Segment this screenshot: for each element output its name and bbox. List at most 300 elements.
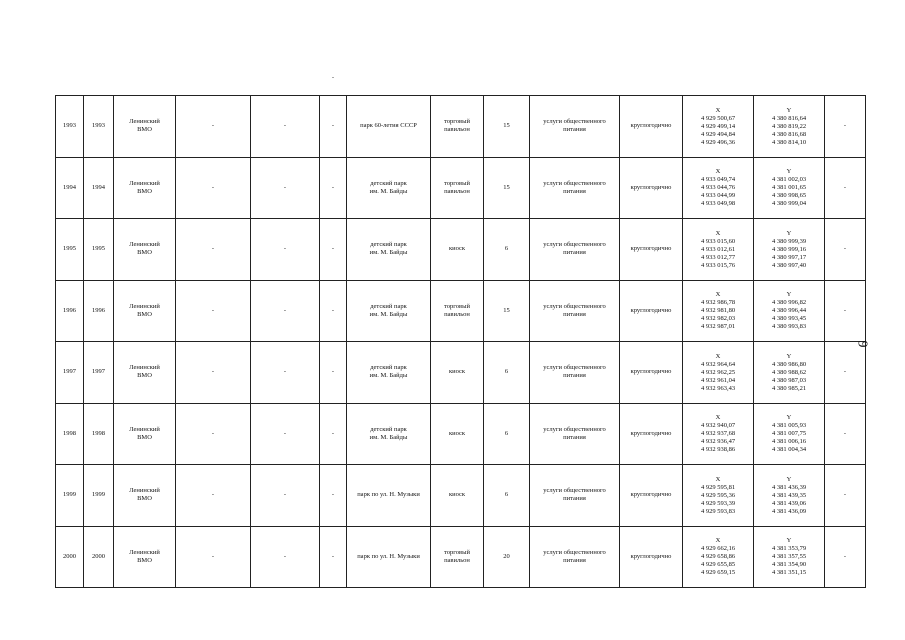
- period-cell-line: круглогодично: [630, 368, 672, 376]
- record-number-duplicate: [84, 157, 114, 219]
- record-number-duplicate-line: 1994: [92, 183, 105, 191]
- empty-cell-2-line: -: [283, 429, 287, 437]
- location-cell: [347, 96, 431, 158]
- coord-x-cell-line: 4 929 595,81: [700, 483, 736, 491]
- location-cell-line: детский парк: [370, 302, 407, 310]
- location-cell-line: им. М. Байды: [369, 433, 408, 441]
- purpose-cell-line: услуги общественного: [543, 302, 606, 310]
- coord-x-cell-line: 4 932 981,80: [700, 307, 736, 315]
- area-cell-line: 6: [504, 368, 509, 376]
- coord-y-cell-line: 4 381 001,65: [771, 184, 807, 192]
- district-cell-line: Ленинский: [129, 241, 160, 249]
- last-cell: [825, 157, 866, 219]
- district-cell-line: ВМО: [137, 249, 152, 257]
- purpose-cell: [530, 219, 620, 281]
- last-cell: [825, 219, 866, 281]
- coord-x-cell-line: 4 932 963,43: [700, 384, 736, 392]
- object-type-cell: [431, 157, 484, 219]
- object-type-cell-line: торговый: [444, 548, 470, 556]
- empty-cell-1-line: -: [211, 122, 215, 130]
- record-number-line: 1994: [63, 183, 76, 191]
- record-number: [56, 465, 84, 527]
- coord-y-cell-line: 4 380 814,10: [771, 138, 807, 146]
- purpose-cell-line: услуги общественного: [543, 241, 606, 249]
- coord-y-cell-line: 4 380 819,22: [771, 122, 807, 130]
- empty-cell-2-line: -: [283, 368, 287, 376]
- location-cell-line: им. М. Байды: [369, 372, 408, 380]
- record-number-duplicate: [84, 96, 114, 158]
- record-number-line: 1998: [63, 429, 76, 437]
- last-cell-line: -: [843, 306, 847, 314]
- record-number-duplicate-line: 1995: [92, 245, 105, 253]
- district-cell: [114, 526, 176, 588]
- table-row: [56, 342, 866, 404]
- coord-x-cell: [683, 96, 754, 158]
- purpose-cell: [530, 342, 620, 404]
- purpose-cell-line: питания: [563, 310, 586, 318]
- coord-y-cell: [754, 403, 825, 465]
- empty-cell-3: [320, 280, 347, 342]
- purpose-cell: [530, 96, 620, 158]
- area-cell-line: 6: [504, 429, 509, 437]
- location-cell-line: им. М. Байды: [369, 310, 408, 318]
- last-cell-line: -: [843, 245, 847, 253]
- record-number: [56, 280, 84, 342]
- district-cell: [114, 157, 176, 219]
- area-cell: [484, 403, 530, 465]
- coord-y-cell-line: 4 380 996,82: [771, 299, 807, 307]
- purpose-cell-line: услуги общественного: [543, 487, 606, 495]
- empty-cell-3: [320, 526, 347, 588]
- coord-y-cell-line: 4 380 997,17: [771, 253, 807, 261]
- empty-cell-3: [320, 342, 347, 404]
- coord-y-cell-line: 4 381 007,75: [771, 430, 807, 438]
- empty-cell-3: [320, 219, 347, 281]
- object-type-cell: [431, 526, 484, 588]
- period-cell: [620, 526, 683, 588]
- coord-y-cell: [754, 342, 825, 404]
- record-number-duplicate: [84, 280, 114, 342]
- empty-cell-3-line: -: [331, 122, 335, 130]
- area-cell: [484, 465, 530, 527]
- coord-x-cell-line: X: [715, 414, 721, 422]
- location-cell-line: парк по ул. Н. Музыки: [357, 552, 420, 560]
- empty-cell-2: [251, 96, 320, 158]
- coord-x-cell-line: 4 929 655,85: [700, 561, 736, 569]
- location-cell-line: детский парк: [370, 425, 407, 433]
- coord-x-cell-line: 4 929 593,39: [700, 499, 736, 507]
- coord-x-cell-line: 4 933 044,76: [700, 184, 736, 192]
- area-cell-line: 6: [504, 245, 509, 253]
- object-type-cell-line: киоск: [448, 245, 466, 253]
- location-cell-line: парк 60-летия СССР: [360, 122, 417, 130]
- last-cell: [825, 403, 866, 465]
- coord-y-cell-line: 4 381 354,90: [771, 561, 807, 569]
- location-cell: [347, 280, 431, 342]
- period-cell: [620, 280, 683, 342]
- object-type-cell: [431, 219, 484, 281]
- coord-x-cell-line: 4 932 987,01: [700, 323, 736, 331]
- area-cell: [484, 219, 530, 281]
- object-type-cell-line: торговый: [444, 179, 470, 187]
- coord-y-cell-line: 4 380 987,03: [771, 376, 807, 384]
- coord-y-cell-line: 4 381 353,79: [771, 545, 807, 553]
- district-cell-line: ВМО: [137, 556, 152, 564]
- coord-y-cell-line: Y: [786, 352, 792, 360]
- area-cell: [484, 96, 530, 158]
- coord-y-cell-line: 4 380 986,80: [771, 360, 807, 368]
- purpose-cell: [530, 280, 620, 342]
- coord-x-cell-line: 4 933 015,60: [700, 237, 736, 245]
- purpose-cell-line: питания: [563, 433, 586, 441]
- empty-cell-3-line: -: [331, 491, 335, 499]
- purpose-cell-line: питания: [563, 372, 586, 380]
- purpose-cell: [530, 157, 620, 219]
- coord-y-cell-line: 4 380 998,65: [771, 192, 807, 200]
- last-cell: [825, 96, 866, 158]
- last-cell-line: -: [843, 368, 847, 376]
- table-row: [56, 96, 866, 158]
- coord-x-cell-line: 4 929 658,86: [700, 553, 736, 561]
- table-row: [56, 157, 866, 219]
- coord-y-cell-line: Y: [786, 414, 792, 422]
- object-type-cell-line: киоск: [448, 368, 466, 376]
- empty-cell-1: [176, 96, 251, 158]
- district-cell-line: ВМО: [137, 495, 152, 503]
- page-number: 9: [854, 340, 870, 348]
- record-number-line: 1999: [63, 491, 76, 499]
- district-cell: [114, 403, 176, 465]
- coord-x-cell: [683, 403, 754, 465]
- empty-cell-3: [320, 96, 347, 158]
- district-cell: [114, 219, 176, 281]
- coord-x-cell-line: 4 929 500,67: [700, 114, 736, 122]
- coord-y-cell-line: 4 381 351,15: [771, 569, 807, 577]
- coord-y-cell: [754, 96, 825, 158]
- record-number-duplicate-line: 1999: [92, 491, 105, 499]
- empty-cell-1: [176, 280, 251, 342]
- table-row: [56, 403, 866, 465]
- period-cell-line: круглогодично: [630, 183, 672, 191]
- coord-x-cell: [683, 280, 754, 342]
- last-cell-line: -: [843, 491, 847, 499]
- empty-cell-3-line: -: [331, 245, 335, 253]
- record-number-duplicate-line: 1998: [92, 429, 105, 437]
- period-cell-line: круглогодично: [630, 122, 672, 130]
- coord-y-cell-line: 4 380 993,45: [771, 315, 807, 323]
- coord-y-cell-line: Y: [786, 291, 792, 299]
- district-cell-line: Ленинский: [129, 302, 160, 310]
- coord-y-cell-line: Y: [786, 106, 792, 114]
- empty-cell-2-line: -: [283, 245, 287, 253]
- coord-y-cell-line: 4 381 006,16: [771, 438, 807, 446]
- coord-y-cell-line: 4 380 988,62: [771, 368, 807, 376]
- coord-x-cell-line: 4 933 015,76: [700, 261, 736, 269]
- coord-x-cell-line: X: [715, 537, 721, 545]
- object-type-cell-line: павильон: [444, 556, 470, 564]
- empty-cell-1: [176, 526, 251, 588]
- district-cell-line: ВМО: [137, 372, 152, 380]
- period-cell-line: круглогодично: [630, 552, 672, 560]
- empty-cell-2-line: -: [283, 122, 287, 130]
- record-number: [56, 526, 84, 588]
- period-cell-line: круглогодично: [630, 429, 672, 437]
- record-number: [56, 157, 84, 219]
- empty-cell-2: [251, 342, 320, 404]
- coord-x-cell: [683, 465, 754, 527]
- coord-y-cell-line: 4 381 357,55: [771, 553, 807, 561]
- empty-cell-1: [176, 403, 251, 465]
- coord-y-cell-line: Y: [786, 537, 792, 545]
- record-number-line: 1996: [63, 306, 76, 314]
- empty-cell-1: [176, 342, 251, 404]
- coord-x-cell-line: X: [715, 475, 721, 483]
- coord-y-cell-line: Y: [786, 168, 792, 176]
- empty-cell-2-line: -: [283, 306, 287, 314]
- empty-cell-3-line: -: [331, 368, 335, 376]
- empty-cell-2: [251, 219, 320, 281]
- district-cell-line: Ленинский: [129, 548, 160, 556]
- empty-cell-1: [176, 157, 251, 219]
- district-cell-line: ВМО: [137, 310, 152, 318]
- period-cell: [620, 96, 683, 158]
- empty-cell-1: [176, 219, 251, 281]
- record-number-line: 1997: [63, 368, 76, 376]
- location-cell: [347, 342, 431, 404]
- record-number-duplicate-line: 1993: [92, 122, 105, 130]
- coord-y-cell-line: 4 380 999,04: [771, 200, 807, 208]
- empty-cell-2: [251, 526, 320, 588]
- coord-x-cell-line: 4 932 964,64: [700, 360, 736, 368]
- location-cell-line: детский парк: [370, 179, 407, 187]
- location-cell: [347, 157, 431, 219]
- coord-y-cell-line: 4 380 999,16: [771, 245, 807, 253]
- purpose-cell: [530, 465, 620, 527]
- empty-cell-2: [251, 280, 320, 342]
- purpose-cell: [530, 403, 620, 465]
- object-type-cell: [431, 342, 484, 404]
- empty-cell-1-line: -: [211, 552, 215, 560]
- period-cell-line: круглогодично: [630, 306, 672, 314]
- last-cell-line: -: [843, 552, 847, 560]
- purpose-cell-line: питания: [563, 187, 586, 195]
- stray-mark: .: [332, 71, 334, 80]
- purpose-cell-line: питания: [563, 556, 586, 564]
- object-type-cell-line: торговый: [444, 118, 470, 126]
- record-number: [56, 96, 84, 158]
- district-cell-line: Ленинский: [129, 425, 160, 433]
- object-type-cell: [431, 403, 484, 465]
- empty-cell-1-line: -: [211, 306, 215, 314]
- purpose-cell-line: питания: [563, 249, 586, 257]
- object-type-cell: [431, 465, 484, 527]
- coord-x-cell-line: 4 933 044,99: [700, 192, 736, 200]
- period-cell: [620, 219, 683, 281]
- purpose-cell-line: услуги общественного: [543, 118, 606, 126]
- area-cell: [484, 280, 530, 342]
- period-cell: [620, 403, 683, 465]
- empty-cell-2-line: -: [283, 183, 287, 191]
- last-cell: [825, 526, 866, 588]
- coord-y-cell-line: Y: [786, 475, 792, 483]
- location-cell: [347, 465, 431, 527]
- table-row: [56, 526, 866, 588]
- coord-x-cell: [683, 342, 754, 404]
- last-cell: [825, 280, 866, 342]
- coord-x-cell-line: 4 932 940,07: [700, 422, 736, 430]
- coord-x-cell-line: 4 933 049,74: [700, 176, 736, 184]
- location-cell-line: им. М. Байды: [369, 187, 408, 195]
- coord-y-cell-line: 4 381 005,93: [771, 422, 807, 430]
- object-type-cell-line: киоск: [448, 429, 466, 437]
- purpose-cell-line: услуги общественного: [543, 425, 606, 433]
- coord-x-cell-line: 4 929 593,83: [700, 507, 736, 515]
- coord-x-cell-line: 4 932 936,47: [700, 438, 736, 446]
- purpose-cell-line: питания: [563, 126, 586, 134]
- record-number-line: 2000: [63, 552, 76, 560]
- area-cell: [484, 157, 530, 219]
- coord-y-cell: [754, 157, 825, 219]
- coord-x-cell: [683, 157, 754, 219]
- empty-cell-1-line: -: [211, 429, 215, 437]
- coord-y-cell-line: 4 380 999,39: [771, 237, 807, 245]
- district-cell: [114, 465, 176, 527]
- object-type-cell-line: киоск: [448, 491, 466, 499]
- coord-y-cell-line: 4 381 004,34: [771, 446, 807, 454]
- area-cell-line: 20: [503, 552, 510, 560]
- coord-y-cell-line: 4 381 436,39: [771, 483, 807, 491]
- coord-y-cell-line: 4 380 985,21: [771, 384, 807, 392]
- coord-x-cell-line: 4 929 659,15: [700, 569, 736, 577]
- coord-y-cell: [754, 526, 825, 588]
- coord-x-cell-line: 4 932 986,78: [700, 299, 736, 307]
- table-row: [56, 219, 866, 281]
- object-type-cell-line: павильон: [444, 310, 470, 318]
- coord-x-cell-line: 4 929 595,36: [700, 491, 736, 499]
- area-cell-line: 6: [504, 491, 509, 499]
- record-number-duplicate: [84, 526, 114, 588]
- empty-cell-1-line: -: [211, 491, 215, 499]
- district-cell-line: Ленинский: [129, 118, 160, 126]
- period-cell-line: круглогодично: [630, 245, 672, 253]
- area-cell: [484, 342, 530, 404]
- record-number-duplicate-line: 2000: [92, 552, 105, 560]
- coord-y-cell-line: 4 381 002,03: [771, 176, 807, 184]
- objects-table: [55, 95, 866, 588]
- district-cell: [114, 342, 176, 404]
- object-type-cell: [431, 96, 484, 158]
- coord-x-cell-line: 4 932 938,86: [700, 446, 736, 454]
- table-row: [56, 280, 866, 342]
- object-type-cell-line: торговый: [444, 302, 470, 310]
- coord-x-cell-line: 4 932 961,04: [700, 376, 736, 384]
- coord-x-cell-line: 4 929 499,14: [700, 122, 736, 130]
- last-cell-line: -: [843, 429, 847, 437]
- table-row: [56, 465, 866, 527]
- area-cell-line: 15: [503, 183, 510, 191]
- record-number-duplicate: [84, 403, 114, 465]
- object-type-cell-line: павильон: [444, 187, 470, 195]
- coord-y-cell-line: 4 381 439,06: [771, 499, 807, 507]
- coord-x-cell-line: 4 929 662,16: [700, 545, 736, 553]
- location-cell: [347, 219, 431, 281]
- coord-x-cell-line: X: [715, 291, 721, 299]
- period-cell: [620, 465, 683, 527]
- location-cell-line: им. М. Байды: [369, 249, 408, 257]
- record-number-duplicate-line: 1997: [92, 368, 105, 376]
- location-cell: [347, 403, 431, 465]
- area-cell-line: 15: [503, 306, 510, 314]
- empty-cell-2-line: -: [283, 491, 287, 499]
- empty-cell-3-line: -: [331, 306, 335, 314]
- purpose-cell-line: услуги общественного: [543, 364, 606, 372]
- purpose-cell: [530, 526, 620, 588]
- table-body: [56, 96, 866, 588]
- coord-x-cell-line: 4 933 049,98: [700, 200, 736, 208]
- coord-y-cell: [754, 465, 825, 527]
- coord-x-cell-line: X: [715, 106, 721, 114]
- coord-x-cell-line: X: [715, 168, 721, 176]
- coord-x-cell-line: 4 929 494,84: [700, 130, 736, 138]
- district-cell-line: Ленинский: [129, 179, 160, 187]
- empty-cell-3: [320, 465, 347, 527]
- location-cell: [347, 526, 431, 588]
- last-cell: [825, 342, 866, 404]
- coord-x-cell-line: 4 932 962,25: [700, 368, 736, 376]
- empty-cell-2: [251, 403, 320, 465]
- record-number-line: 1995: [63, 245, 76, 253]
- period-cell: [620, 342, 683, 404]
- purpose-cell-line: услуги общественного: [543, 548, 606, 556]
- last-cell-line: -: [843, 183, 847, 191]
- area-cell: [484, 526, 530, 588]
- empty-cell-3: [320, 403, 347, 465]
- empty-cell-2: [251, 465, 320, 527]
- record-number-duplicate: [84, 342, 114, 404]
- record-number: [56, 403, 84, 465]
- location-cell-line: детский парк: [370, 241, 407, 249]
- object-type-cell-line: павильон: [444, 126, 470, 134]
- district-cell-line: ВМО: [137, 433, 152, 441]
- coord-y-cell-line: 4 380 816,64: [771, 114, 807, 122]
- record-number: [56, 342, 84, 404]
- coord-x-cell-line: X: [715, 352, 721, 360]
- coord-y-cell-line: 4 381 439,35: [771, 491, 807, 499]
- district-cell-line: ВМО: [137, 187, 152, 195]
- empty-cell-3-line: -: [331, 552, 335, 560]
- empty-cell-1: [176, 465, 251, 527]
- coord-y-cell-line: Y: [786, 229, 792, 237]
- area-cell-line: 15: [503, 122, 510, 130]
- empty-cell-3-line: -: [331, 183, 335, 191]
- coord-x-cell-line: 4 932 982,03: [700, 315, 736, 323]
- empty-cell-2-line: -: [283, 552, 287, 560]
- empty-cell-3-line: -: [331, 429, 335, 437]
- record-number-duplicate-line: 1996: [92, 306, 105, 314]
- district-cell-line: Ленинский: [129, 487, 160, 495]
- empty-cell-2: [251, 157, 320, 219]
- coord-y-cell-line: 4 380 816,68: [771, 130, 807, 138]
- district-cell: [114, 280, 176, 342]
- object-type-cell: [431, 280, 484, 342]
- coord-x-cell: [683, 219, 754, 281]
- purpose-cell-line: услуги общественного: [543, 179, 606, 187]
- district-cell-line: Ленинский: [129, 364, 160, 372]
- district-cell-line: ВМО: [137, 126, 152, 134]
- location-cell-line: парк по ул. Н. Музыки: [357, 491, 420, 499]
- coord-y-cell-line: 4 380 996,44: [771, 307, 807, 315]
- empty-cell-1-line: -: [211, 183, 215, 191]
